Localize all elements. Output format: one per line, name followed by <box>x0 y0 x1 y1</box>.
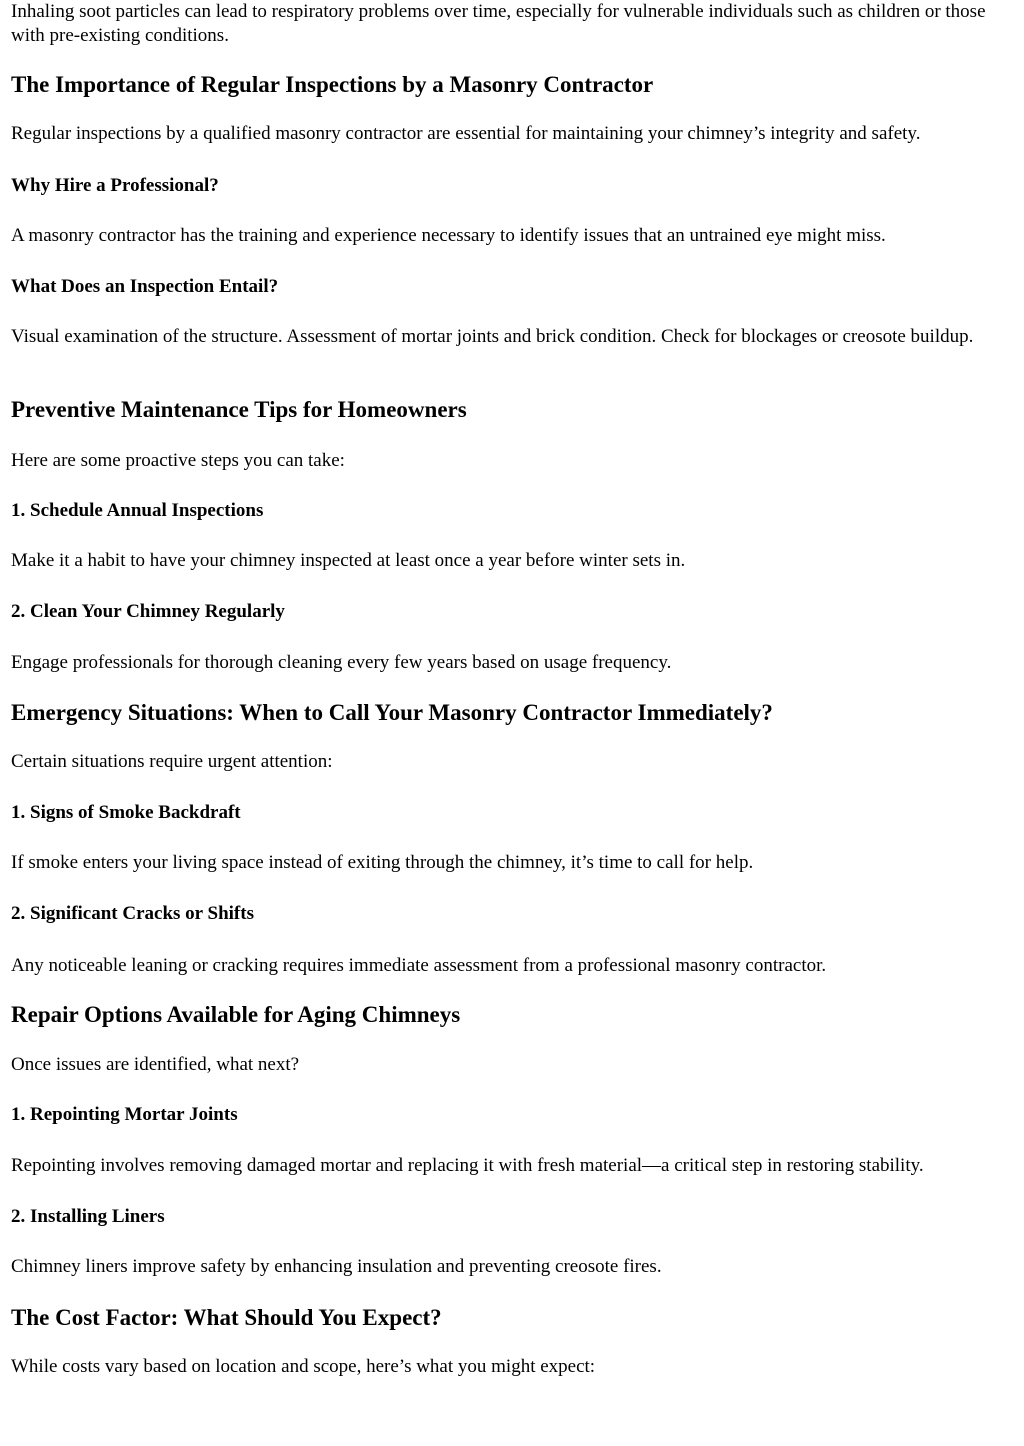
section-intro-repair-options: Once issues are identified, what next? <box>11 1054 300 1075</box>
paragraph-cracks-shifts: Any noticeable leaning or cracking requires immediate assessment from a professional masonry contractor. <box>11 955 827 976</box>
section-intro-emergency: Certain situations require urgent attention: <box>11 751 333 772</box>
paragraph-inspection-entail: Visual examination of the structure. Assessment of mortar joints and brick condition. Check for blockages or creosote buildup. <box>11 326 974 347</box>
section-heading-preventive: Preventive Maintenance Tips for Homeowners <box>11 397 467 422</box>
subheading-inspection-entail: What Does an Inspection Entail? <box>11 276 279 297</box>
subheading-cracks-shifts: 2. Significant Cracks or Shifts <box>11 903 254 924</box>
paragraph-annual-inspections: Make it a habit to have your chimney inspected at least once a year before winter sets in. <box>11 550 686 571</box>
subheading-why-hire: Why Hire a Professional? <box>11 175 219 196</box>
paragraph-clean-chimney: Engage professionals for thorough cleaning every few years based on usage frequency. <box>11 652 672 673</box>
paragraph-repointing: Repointing involves removing damaged mortar and replacing it with fresh material—a critical step in restoring stability. <box>11 1155 924 1176</box>
intro-paragraph: Inhaling soot particles can lead to respiratory problems over time, especially for vulnerable individuals such as children or those with pre-existing conditions. <box>11 1 986 46</box>
section-intro-cost-factor: While costs vary based on location and scope, here’s what you might expect: <box>11 1356 596 1377</box>
subheading-repointing: 1. Repointing Mortar Joints <box>11 1104 238 1125</box>
paragraph-smoke-backdraft: If smoke enters your living space instead of exiting through the chimney, it’s time to call for help. <box>11 852 754 873</box>
paragraph-installing-liners: Chimney liners improve safety by enhancing insulation and preventing creosote fires. <box>11 1256 662 1277</box>
section-heading-repair-options: Repair Options Available for Aging Chimneys <box>11 1002 461 1027</box>
section-intro-preventive: Here are some proactive steps you can take: <box>11 450 345 471</box>
paragraph-why-hire: A masonry contractor has the training and experience necessary to identify issues that an untrained eye might miss. <box>11 225 886 246</box>
section-intro-inspections: Regular inspections by a qualified masonry contractor are essential for maintaining your chimney’s integrity and safety. <box>11 123 921 144</box>
section-heading-inspections: The Importance of Regular Inspections by a Masonry Contractor <box>11 72 654 97</box>
section-heading-emergency: Emergency Situations: When to Call Your Masonry Contractor Immediately? <box>11 700 773 725</box>
subheading-annual-inspections: 1. Schedule Annual Inspections <box>11 500 264 521</box>
subheading-installing-liners: 2. Installing Liners <box>11 1206 165 1227</box>
section-heading-cost-factor: The Cost Factor: What Should You Expect? <box>11 1305 442 1330</box>
subheading-smoke-backdraft: 1. Signs of Smoke Backdraft <box>11 802 241 823</box>
subheading-clean-chimney: 2. Clean Your Chimney Regularly <box>11 601 285 622</box>
